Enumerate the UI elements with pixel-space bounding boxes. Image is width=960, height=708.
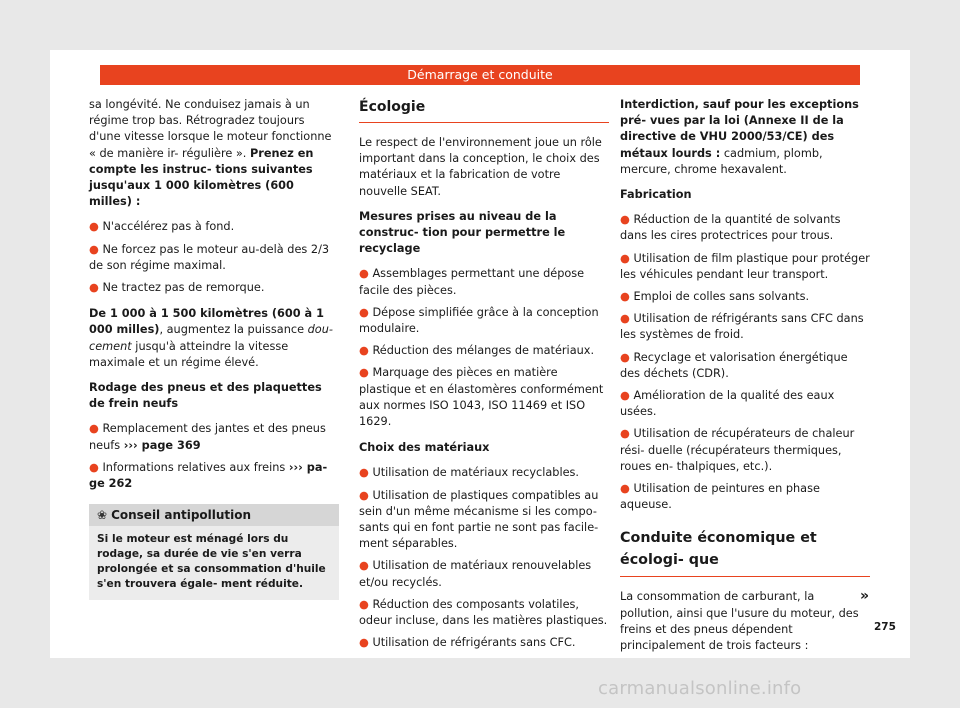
list-item: ● Utilisation de réfrigérants sans CFC dans les systèmes de froid. [620, 312, 864, 342]
bullet-icon: ● [359, 366, 373, 380]
list-item: ● Recyclage et valorisation énergétique des déchets (CDR). [620, 350, 848, 380]
list-item: ● Utilisation de matériaux recyclables. [359, 466, 580, 480]
paragraph: Le respect de l'environnement joue un rôle important dans la conception, le choix des matériaux et la fabrication de votre nouvelle SEAT. [359, 136, 602, 198]
list-item: ● Utilisation de matériaux renouvelables et/ou recyclés. [359, 559, 592, 589]
list-item: ● Ne tractez pas de remorque. [89, 281, 265, 295]
bullet-icon: ● [89, 422, 103, 436]
bullet-icon: ● [359, 559, 373, 573]
list-item: ● Marquage des pièces en matière plastique et en élastomères conformément aux normes ISO 1043, ISO 11469 et ISO 1629. [359, 366, 604, 429]
paragraph: Interdiction, sauf pour les exceptions pré- vues par la loi (Annexe II de la directive de VHU 2000/53/CE) des métaux lourds : cadmium, plomb, mercure, chrome hexavalent. [620, 98, 859, 176]
page-reference-link[interactable]: ››› page 369 [123, 438, 201, 452]
tip-box [89, 504, 339, 600]
bullet-icon: ● [359, 636, 373, 650]
bold-text: Prenez en compte les instruc- tions suivantes jusqu'aux 1 000 kilomètres (600 milles) : [89, 146, 314, 209]
list-item: ● Emploi de colles sans solvants. [620, 290, 810, 304]
bullet-icon: ● [620, 427, 634, 441]
bullet-icon: ● [89, 281, 103, 295]
list-item: ● Utilisation de peintures en phase aqueuse. [620, 482, 820, 512]
list-item: ● Amélioration de la qualité des eaux usées. [620, 389, 835, 419]
list-item: ● N'accélérez pas à fond. [89, 220, 235, 234]
column-left [89, 97, 339, 600]
leaf-icon: ❀ [97, 508, 108, 523]
bullet-icon: ● [620, 350, 634, 364]
column-right [620, 97, 870, 663]
column-middle [359, 97, 609, 657]
list-item: ● Informations relatives aux freins ››› pa- ge 262 [89, 460, 328, 491]
bullet-icon: ● [620, 290, 634, 304]
bullet-icon: ● [359, 466, 373, 480]
tip-header: ❀ Conseil antipollution [89, 504, 339, 526]
list-item: ● Utilisation de film plastique pour protéger les véhicules pendant leur transport. [620, 251, 870, 281]
subheading: Fabrication [620, 188, 692, 202]
list-item: ● Dépose simplifiée grâce à la conception modulaire. [359, 305, 599, 336]
bullet-icon: ● [359, 267, 373, 281]
list-item: ● Réduction de la quantité de solvants dans les cires protectrices pour trous. [620, 213, 841, 243]
page-number: 275 [874, 621, 896, 633]
list-item: ● Assemblages permettant une dépose facile des pièces. [359, 267, 585, 297]
bullet-icon: ● [620, 251, 634, 265]
paragraph: sa longévité. Ne conduisez jamais à un régime trop bas. Rétrogradez toujours d'une vitesse lorsque le moteur fonctionne « de manière ir- régulière ». Prenez en compte les instruc- tions suivantes jusqu'aux 1 000 kilomètres (600 milles) : [89, 98, 332, 209]
list-item: ● Utilisation de plastiques compatibles au sein d'un même mécanisme si les compo- sants qui en font partie ne sont pas facile- ment séparables. [359, 488, 599, 551]
bullet-icon: ● [359, 488, 373, 502]
list-item: ● Remplacement des jantes et des pneus neufs ››› page 369 [89, 422, 326, 452]
bullet-icon: ● [359, 305, 373, 319]
paragraph: De 1 000 à 1 500 kilomètres (600 à 1 000 milles), augmentez la puissance dou- cement jusqu'à atteindre la vitesse maximale et un régime élevé. [89, 307, 333, 369]
subheading: Mesures prises au niveau de la construc- tion pour permettre le recyclage [359, 209, 566, 256]
document-page [50, 50, 910, 658]
subheading: Choix des matériaux [359, 441, 490, 455]
list-item: ● Utilisation de récupérateurs de chaleur rési- duelle (récupérateurs thermiques, roues en- thalpiques, etc.). [620, 427, 855, 473]
page-reference-link[interactable]: ››› pa- ge 262 [89, 460, 328, 491]
list-item: ● Réduction des composants volatiles, odeur incluse, dans les matières plastiques. [359, 597, 608, 628]
bullet-icon: ● [359, 597, 373, 611]
subheading: Rodage des pneus et des plaquettes de frein neufs [89, 381, 322, 411]
bullet-icon: ● [620, 312, 634, 326]
bullet-icon: ● [89, 220, 103, 234]
bullet-icon: ● [89, 460, 103, 474]
bullet-icon: ● [620, 213, 634, 227]
bullet-icon: ● [359, 344, 373, 358]
bullet-icon: ● [620, 389, 634, 403]
tip-body: Si le moteur est ménagé lors du rodage, sa durée de vie s'en verra prolongée et sa consommation d'huile s'en trouvera égale- ment réduite. [97, 533, 326, 591]
list-item: ● Utilisation de réfrigérants sans CFC. [359, 636, 576, 650]
bullet-icon: ● [89, 242, 103, 256]
list-item: ● Ne forcez pas le moteur au-delà des 2/3 de son régime maximal. [89, 242, 330, 272]
paragraph: La consommation de carburant, la pollution, ainsi que l'usure du moteur, des freins et des pneus dépendent principalement de trois facteurs : [620, 590, 859, 653]
watermark: carmanualsonline.info [598, 678, 802, 699]
chapter-header: Démarrage et conduite [100, 65, 860, 85]
section-title: Conduite économique et écologi- que [620, 527, 870, 577]
section-title: Écologie [359, 97, 609, 123]
bullet-icon: ● [620, 482, 634, 496]
continue-arrow-icon: » [860, 588, 870, 604]
list-item: ● Réduction des mélanges de matériaux. [359, 344, 595, 358]
